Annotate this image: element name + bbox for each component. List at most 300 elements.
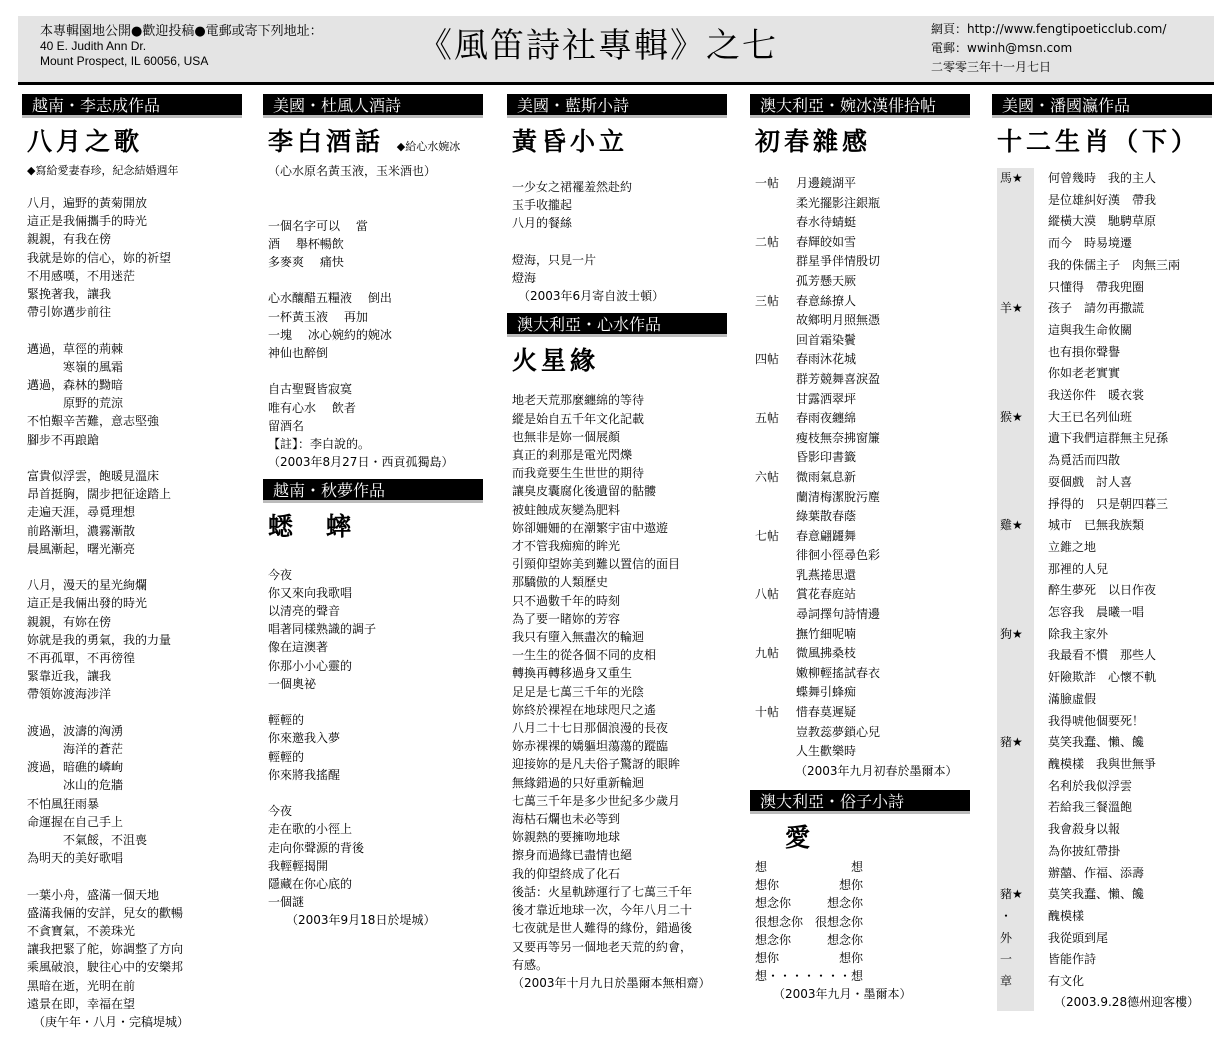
poem-line <box>27 449 242 467</box>
zodiac-row <box>992 168 1212 190</box>
poem-line: 這正是我倆出發的時光 <box>27 596 148 611</box>
zodiac-line: 若給我三餐溫飽 <box>1048 800 1133 815</box>
submission-notice: 本專輯園地公開●歡迎投稿●電郵或寄下列地址： <box>40 24 323 39</box>
zodiac-label <box>997 841 1034 863</box>
zodiac-label <box>997 645 1034 667</box>
column-5 <box>992 94 1212 1011</box>
zodiac-label <box>997 472 1034 494</box>
haiku-row <box>750 703 970 723</box>
poem-title: 十二生肖（下） <box>997 127 1201 156</box>
zodiac-line: 皆能作詩 <box>1048 952 1097 967</box>
zodiac-label <box>997 494 1034 516</box>
zodiac-row <box>992 971 1212 993</box>
zodiac-line: 只懂得 帶我兜圈 <box>1048 279 1145 294</box>
haiku-row <box>750 448 970 468</box>
zodiac-row <box>992 732 1212 754</box>
poem-line: 我只有墮入無盡次的輪迴 <box>512 630 645 645</box>
haiku-row <box>750 194 970 214</box>
zodiac-label <box>997 776 1034 798</box>
zodiac-line: 我的侏儒主子 肉無三兩 <box>1048 257 1181 272</box>
haiku-row <box>750 409 970 429</box>
haiku-label <box>750 194 788 214</box>
zodiac-label <box>997 819 1034 841</box>
haiku-label <box>750 448 788 468</box>
poem-line: 帶引妳邁步前往 <box>27 305 112 320</box>
column-banner: 澳大利亞・婉冰漢俳拾帖 <box>750 94 970 118</box>
haiku-label: 三帖 <box>755 293 780 308</box>
haiku-line: 春輝皎如雪 <box>796 234 857 249</box>
poem-line: 自古聖賢皆寂寞 <box>268 382 353 397</box>
poem-line: 只不過數千年的時刻 <box>512 593 621 608</box>
poem-line: 不怕風狂雨暴 <box>27 796 100 811</box>
column-banner-2: 越南・秋夢作品 <box>263 479 483 503</box>
haiku-label <box>750 664 788 684</box>
poem-line: 妳卻姍姍的在潮繁宇宙中遨遊 <box>512 520 669 535</box>
poem-line: 腳步不再踉蹌 <box>27 432 100 447</box>
zodiac-label <box>997 450 1034 472</box>
address-line-1: 40 E. Judith Ann Dr. <box>40 39 147 53</box>
poem-body <box>263 162 483 471</box>
zodiac-line: 醜模樣 我與世無爭 <box>1048 756 1157 771</box>
poem-line: 酒 舉杯暢飲 <box>268 236 344 251</box>
haiku-row <box>750 625 970 645</box>
poem-line: 想念你 想念你 <box>755 896 864 911</box>
poem-line <box>268 198 483 216</box>
poem-line <box>268 784 483 802</box>
haiku-line: 月邊鏡湖平 <box>796 176 857 190</box>
poem-body-2 <box>507 391 727 992</box>
poem-line: （2003年8月27日・西貢孤獨島） <box>268 455 454 470</box>
zodiac-label: 雞★ <box>1000 518 1023 533</box>
poem-line: 你來邀我入夢 <box>268 731 341 746</box>
haiku-row <box>750 311 970 331</box>
haiku-label <box>750 213 788 233</box>
poem-line: 緊靠近我，讓我 <box>27 669 112 684</box>
haiku-row <box>750 644 970 664</box>
poem-body-2 <box>263 547 483 929</box>
haiku-label <box>750 370 788 390</box>
zodiac-label: 外 <box>1000 930 1013 945</box>
haiku-line: 春意絲撩人 <box>796 293 857 308</box>
zodiac-label <box>997 754 1034 776</box>
zodiac-row <box>992 450 1212 472</box>
zodiac-line: 奸險欺詐 心懷不軌 <box>1048 670 1157 685</box>
poem-line: 晨風漸起，曙光漸亮 <box>27 541 136 556</box>
zodiac-row <box>992 667 1212 689</box>
poem-line: 盛滿我倆的安詳，兒女的歡暢 <box>27 905 184 920</box>
poem-line: 冰山的危牆 <box>27 778 124 793</box>
haiku-row <box>750 507 970 527</box>
zodiac-label <box>997 537 1034 559</box>
poem-line: 一生生的從各個不同的皮相 <box>512 648 657 663</box>
poem-line: 乘風破浪，駛往心中的安樂邦 <box>27 960 184 975</box>
zodiac-line: 立錐之地 <box>1048 539 1097 554</box>
haiku-line: 蘭清梅潔脫污塵 <box>796 489 881 504</box>
zodiac-line: 縱橫大漠 馳騁草原 <box>1048 214 1157 229</box>
zodiac-line: 城市 已無我族類 <box>1048 518 1145 533</box>
zodiac-row <box>992 277 1212 299</box>
zodiac-line: 我從頭到尾 <box>1048 930 1109 945</box>
poem-line <box>268 180 483 198</box>
zodiac-line: 是位雄糾好漢 帶我 <box>1048 192 1157 207</box>
zodiac-label <box>997 277 1034 299</box>
poem-line: 渡過，波濤的洶湧 <box>27 723 124 738</box>
haiku-line: 回首霜染鬢 <box>796 332 857 347</box>
poem-line: 擦身而過緣已盡情也絕 <box>512 848 633 863</box>
poem-line <box>27 867 242 885</box>
poem-line: （心水原名黃玉液，玉米酒也） <box>268 164 437 178</box>
poem-line: 引頸仰望妳美到難以置信的面目 <box>512 557 681 572</box>
poem-line: 輕輕的 <box>268 713 305 728</box>
poem-line: （庚午年・八月・完稿堤城） <box>27 1015 190 1030</box>
zodiac-label <box>997 385 1034 407</box>
haiku-label: 一帖 <box>755 176 780 190</box>
zodiac-label: 豬★ <box>1000 735 1023 750</box>
poem-line: 八月二十七日那個浪漫的長夜 <box>512 721 669 736</box>
haiku-line: 春雨沐花城 <box>796 352 857 367</box>
poem-line: 前路漸坦，濃霧漸散 <box>27 523 136 538</box>
haiku-line: 嫩柳輕搖試春衣 <box>796 665 881 680</box>
haiku-row <box>750 429 970 449</box>
poem-line: 妳親熱的要擁吻地球 <box>512 830 621 845</box>
page-header <box>18 16 1214 85</box>
column-banner-2: 澳大利亞・心水作品 <box>507 313 727 337</box>
haiku-label <box>750 605 788 625</box>
zodiac-line: 何曾幾時 我的主人 <box>1048 171 1157 185</box>
poem-line: （2003年十月九日於墨爾本無相齋） <box>512 975 711 990</box>
zodiac-line: 除我主家外 <box>1048 626 1109 641</box>
haiku-line: 蝶舞引蜂痴 <box>796 685 857 700</box>
poem-line: 今夜 <box>268 804 293 819</box>
zodiac-label <box>997 863 1034 885</box>
haiku-row <box>750 174 970 194</box>
poem-line: 讓臭皮囊腐化後遺留的骷髏 <box>512 484 657 499</box>
zodiac-row <box>992 906 1212 928</box>
zodiac-row <box>992 841 1212 863</box>
zodiac-line: 莫笑我蠢、懶、饞 <box>1048 735 1145 750</box>
zodiac-line: 我會殺身以報 <box>1048 822 1121 837</box>
zodiac-row <box>992 320 1212 342</box>
haiku-row <box>750 272 970 292</box>
poem-line: 不氣餒，不沮喪 <box>27 833 148 848</box>
zodiac-label: 一 <box>1000 952 1013 967</box>
poem-line: 輕輕的 <box>268 749 305 764</box>
haiku-row <box>750 546 970 566</box>
poem-line: 迎接妳的是凡夫俗子驚訝的眼眸 <box>512 757 681 772</box>
zodiac-label <box>997 342 1034 364</box>
haiku-line: 豈教蕊夢鎖心兒 <box>796 724 881 739</box>
poem-line: 一葉小舟，盛滿一個天地 <box>27 887 160 902</box>
haiku-label <box>750 272 788 292</box>
zodiac-line: 大王已名列仙班 <box>1048 409 1133 424</box>
haiku-line: 春水待蜻蜓 <box>796 215 857 230</box>
haiku-label: 四帖 <box>755 352 780 367</box>
zodiac-row <box>992 559 1212 581</box>
poem-line: 妳赤裸裸的嬌軀坦蕩蕩的蹤臨 <box>512 739 669 754</box>
poem-footer: （2003.9.28德州迎客樓） <box>1054 994 1200 1009</box>
haiku-label <box>750 742 788 762</box>
zodiac-line: 也有損你聲譽 <box>1048 344 1121 359</box>
poem-line: 有感。 <box>512 957 549 972</box>
poem-line: 後才靠近地球一次，今年八月二十 <box>512 903 693 918</box>
haiku-label <box>750 390 788 410</box>
poem-line: 神仙也醉倒 <box>268 345 329 360</box>
poem-line: 一杯黃玉液 再加 <box>268 309 368 324</box>
haiku-row <box>750 723 970 743</box>
poem-line <box>512 233 727 251</box>
poem-line: （2003年9月18日於堤城） <box>268 913 436 928</box>
haiku-row <box>750 292 970 312</box>
zodiac-poem <box>992 168 1212 1011</box>
zodiac-row <box>992 776 1212 798</box>
poem-line: 真正的剎那是電光閃爍 <box>512 448 633 463</box>
poem-line: 為了要一睹妳的芳容 <box>512 611 621 626</box>
zodiac-line: 醉生夢死 以日作夜 <box>1048 583 1157 598</box>
poem-line: 一個名字可以 當 <box>268 218 368 233</box>
poem-line: 燈海，只見一片 <box>512 252 597 267</box>
zodiac-row <box>992 863 1212 885</box>
poem-line: 你那小小心靈的 <box>268 658 353 673</box>
haiku-row <box>750 566 970 586</box>
zodiac-row <box>992 645 1212 667</box>
haiku-label <box>750 566 788 586</box>
zodiac-row <box>992 689 1212 711</box>
poem-line: 心水釀醋五糧液 倒出 <box>268 291 392 306</box>
zodiac-label <box>997 190 1034 212</box>
haiku-row <box>750 605 970 625</box>
poem-line: 地老天荒那麼纏綿的等待 <box>512 393 645 408</box>
haiku-label <box>750 625 788 645</box>
haiku-line: 甘露洒翠坪 <box>796 391 857 406</box>
zodiac-line: 我得唬他個要死！ <box>1048 713 1145 728</box>
poem-line: 為明天的美好歌唱 <box>27 851 124 866</box>
zodiac-line: 有文化 <box>1048 974 1085 989</box>
poem-line: 富貴似浮雲，飽暖見溫床 <box>27 469 160 484</box>
haiku-line: 尋詞擇句詩情邊 <box>796 607 881 622</box>
poem-line: 縱是始自五千年文化記載 <box>512 411 645 426</box>
haiku-row <box>750 233 970 253</box>
zodiac-row <box>992 580 1212 602</box>
zodiac-row <box>992 385 1212 407</box>
zodiac-row <box>992 949 1212 971</box>
haiku-row <box>750 742 970 762</box>
zodiac-row <box>992 602 1212 624</box>
haiku-label: 十帖 <box>755 705 780 720</box>
zodiac-line: 醜模樣 <box>1048 908 1085 923</box>
zodiac-label: 狗★ <box>1000 626 1023 641</box>
poem-line: 一個謎 <box>268 895 305 910</box>
poem-line: 也無非是妳一個展顏 <box>512 429 621 444</box>
zodiac-label <box>997 428 1034 450</box>
poem-body <box>22 194 242 1031</box>
haiku-line: 昏影印書籤 <box>796 450 857 465</box>
poem-line: 黑暗在逝，光明在前 <box>27 978 136 993</box>
email-line[interactable]: 電郵：wwinh@msn.com <box>931 41 1073 55</box>
poem-line: 海枯石爛也未必等到 <box>512 812 621 827</box>
poem-line: 讓我把緊了舵，妳調整了方向 <box>27 942 184 957</box>
zodiac-line: 遺下我們這群無主兒孫 <box>1048 431 1169 446</box>
haiku-label <box>750 546 788 566</box>
poem-title-2: 愛 <box>785 823 815 853</box>
poem-line <box>268 271 483 289</box>
poem-line: 你又來向我歌唱 <box>268 585 353 600</box>
poem-line <box>27 558 242 576</box>
zodiac-line: 我送你件 暖衣裳 <box>1048 388 1145 403</box>
zodiac-label <box>997 689 1034 711</box>
zodiac-label: 羊★ <box>1000 301 1023 316</box>
haiku-line: 春意翩躚舞 <box>796 528 857 543</box>
zodiac-label <box>997 320 1034 342</box>
haiku-list <box>750 174 970 762</box>
column-1 <box>22 94 242 1031</box>
poem-line: 無緣錯過的只好重新輪迴 <box>512 775 645 790</box>
haiku-line: 惜春莫遲疑 <box>796 705 857 720</box>
column-banner: 美國・藍斯小詩 <box>507 94 727 118</box>
zodiac-row <box>992 233 1212 255</box>
zodiac-line: 辦囍、作福、添壽 <box>1048 865 1145 880</box>
haiku-label <box>750 488 788 508</box>
poem-line: 今夜 <box>268 567 293 582</box>
haiku-label <box>750 429 788 449</box>
zodiac-label <box>997 580 1034 602</box>
poem-line: 親親，有我在傍 <box>27 232 112 247</box>
zodiac-label <box>997 233 1034 255</box>
column-banner: 越南・李志成作品 <box>22 94 242 118</box>
poem-line: 很想念你 很想念你 <box>755 914 864 929</box>
haiku-line: 綠葉散春蔭 <box>796 509 857 524</box>
haiku-line: 人生歡樂時 <box>796 744 857 759</box>
poem-line <box>27 704 242 722</box>
poem-line: 燈海 <box>512 271 537 285</box>
haiku-label: 五帖 <box>755 411 780 426</box>
poem-title-text: 李白酒話 <box>268 127 385 156</box>
poem-line: 後話：火星軌跡運行了七萬三千年 <box>512 884 693 899</box>
poem-line: 想 想 <box>755 860 864 875</box>
zodiac-label: 猴★ <box>1000 409 1023 424</box>
zodiac-row <box>992 797 1212 819</box>
poem-line: 轉換再轉移過身又重生 <box>512 666 633 681</box>
haiku-line: 群芳競舞喜淚盈 <box>796 371 881 386</box>
address-line-2: Mount Prospect, IL 60056, USA <box>40 54 209 68</box>
poem-line: 邁過，森林的黝暗 <box>27 378 124 393</box>
poem-line: 渡過，暗礁的嶙峋 <box>27 760 124 775</box>
zodiac-line: 掙得的 只是朝四暮三 <box>1048 496 1169 511</box>
poem-line <box>268 362 483 380</box>
haiku-row <box>750 350 970 370</box>
zodiac-row <box>992 928 1212 950</box>
zodiac-rows <box>992 168 1212 993</box>
zodiac-label: 馬★ <box>1000 171 1023 185</box>
zodiac-row <box>992 819 1212 841</box>
poem-line: （2003年九月・墨爾本） <box>755 987 912 1002</box>
zodiac-row <box>992 255 1212 277</box>
haiku-line: 撫竹細呢喃 <box>796 626 857 641</box>
zodiac-row <box>992 472 1212 494</box>
zodiac-row <box>992 428 1212 450</box>
haiku-label: 九帖 <box>755 646 780 661</box>
haiku-row <box>750 527 970 547</box>
poem-title: 黃昏小立 <box>512 127 629 156</box>
zodiac-row <box>992 537 1212 559</box>
poem-line <box>268 547 483 565</box>
zodiac-line: 怎容我 晨曦一唱 <box>1048 605 1145 620</box>
website-line[interactable]: 網頁：http://www.fengtipoeticclub.com/ <box>931 22 1167 36</box>
poem-body-2 <box>750 858 970 1004</box>
haiku-label <box>750 723 788 743</box>
poem-line <box>268 693 483 711</box>
zodiac-line: 耍個戲 討人喜 <box>1048 474 1133 489</box>
haiku-row <box>750 252 970 272</box>
poem-line: 海洋的蒼茫 <box>27 742 124 757</box>
poem-line: 我就是妳的信心，妳的祈望 <box>27 250 172 265</box>
haiku-row <box>750 331 970 351</box>
poem-line: 不怕艱辛苦難，意志堅強 <box>27 414 160 429</box>
haiku-label: 六帖 <box>755 469 780 484</box>
zodiac-label <box>997 797 1034 819</box>
poem-line: 遠景在即，幸福在望 <box>27 996 136 1011</box>
poem-title <box>268 122 483 158</box>
poem-line: 不用感嘆，不用迷茫 <box>27 268 136 283</box>
poem-line: 緊挽著我，讓我 <box>27 287 112 302</box>
zodiac-line: 我最看不慣 那些人 <box>1048 648 1157 663</box>
zodiac-row <box>992 298 1212 320</box>
poem-title-2: 蟋 蟀 <box>268 512 356 542</box>
haiku-label <box>750 683 788 703</box>
zodiac-label <box>997 255 1034 277</box>
poem-line: 【註】：李白說的。 <box>268 436 371 451</box>
poem-line <box>27 321 242 339</box>
poem-line: 玉手收攏起 <box>512 198 573 213</box>
haiku-label <box>750 331 788 351</box>
zodiac-row <box>992 342 1212 364</box>
poem-line: 七夜就是世人難得的緣份，錯過後 <box>512 921 693 936</box>
poem-line: 走向你聲源的背後 <box>268 840 365 855</box>
zodiac-line: 那裡的人兒 <box>1048 561 1109 576</box>
poem-line: 以清亮的聲音 <box>268 603 341 618</box>
poem-line: 你來將我搖醒 <box>268 767 341 782</box>
column-2 <box>263 94 483 930</box>
zodiac-line: 孩子 請勿再撒謊 <box>1048 301 1145 316</box>
poem-line: 帶領妳渡海涉洋 <box>27 687 112 702</box>
date-line: 二零零三年十一月七日 <box>931 60 1052 74</box>
poem-line: 像在這澳著 <box>268 640 329 655</box>
poem-footer: （2003年九月初春於墨爾本） <box>795 763 958 778</box>
haiku-line: 春雨夜纏綿 <box>796 411 857 426</box>
haiku-row <box>750 488 970 508</box>
poem-line: 不貪寶氣，不羨珠光 <box>27 924 136 939</box>
zodiac-row <box>992 494 1212 516</box>
haiku-row <box>750 213 970 233</box>
poem-line: 那驕傲的人類歷史 <box>512 575 609 590</box>
poem-line: 留酒名 <box>268 418 305 433</box>
column-banner: 美國・潘國瀛作品 <box>992 94 1212 118</box>
poem-line: 妳就是我的勇氣，我的力量 <box>27 632 172 647</box>
haiku-line: 賞花春庭站 <box>796 587 857 602</box>
zodiac-line: 而今 時易境遷 <box>1048 236 1133 251</box>
zodiac-label <box>997 602 1034 624</box>
haiku-line: 群星爭伴情殷切 <box>796 254 881 269</box>
zodiac-line: 你如老老實實 <box>1048 366 1121 381</box>
zodiac-row <box>992 754 1212 776</box>
zodiac-row <box>992 190 1212 212</box>
poem-line: 七萬三千年是多少世紀多少歲月 <box>512 793 681 808</box>
poem-line: 唯有心水 飲者 <box>268 400 356 415</box>
zodiac-line: 莫笑我蠢、懶、饞 <box>1048 887 1145 902</box>
zodiac-line: 這與我生命攸關 <box>1048 322 1133 337</box>
haiku-line: 微風拂桑枝 <box>796 646 857 661</box>
zodiac-row <box>992 624 1212 646</box>
poem-line: 才不管我痴痴的眸光 <box>512 539 621 554</box>
